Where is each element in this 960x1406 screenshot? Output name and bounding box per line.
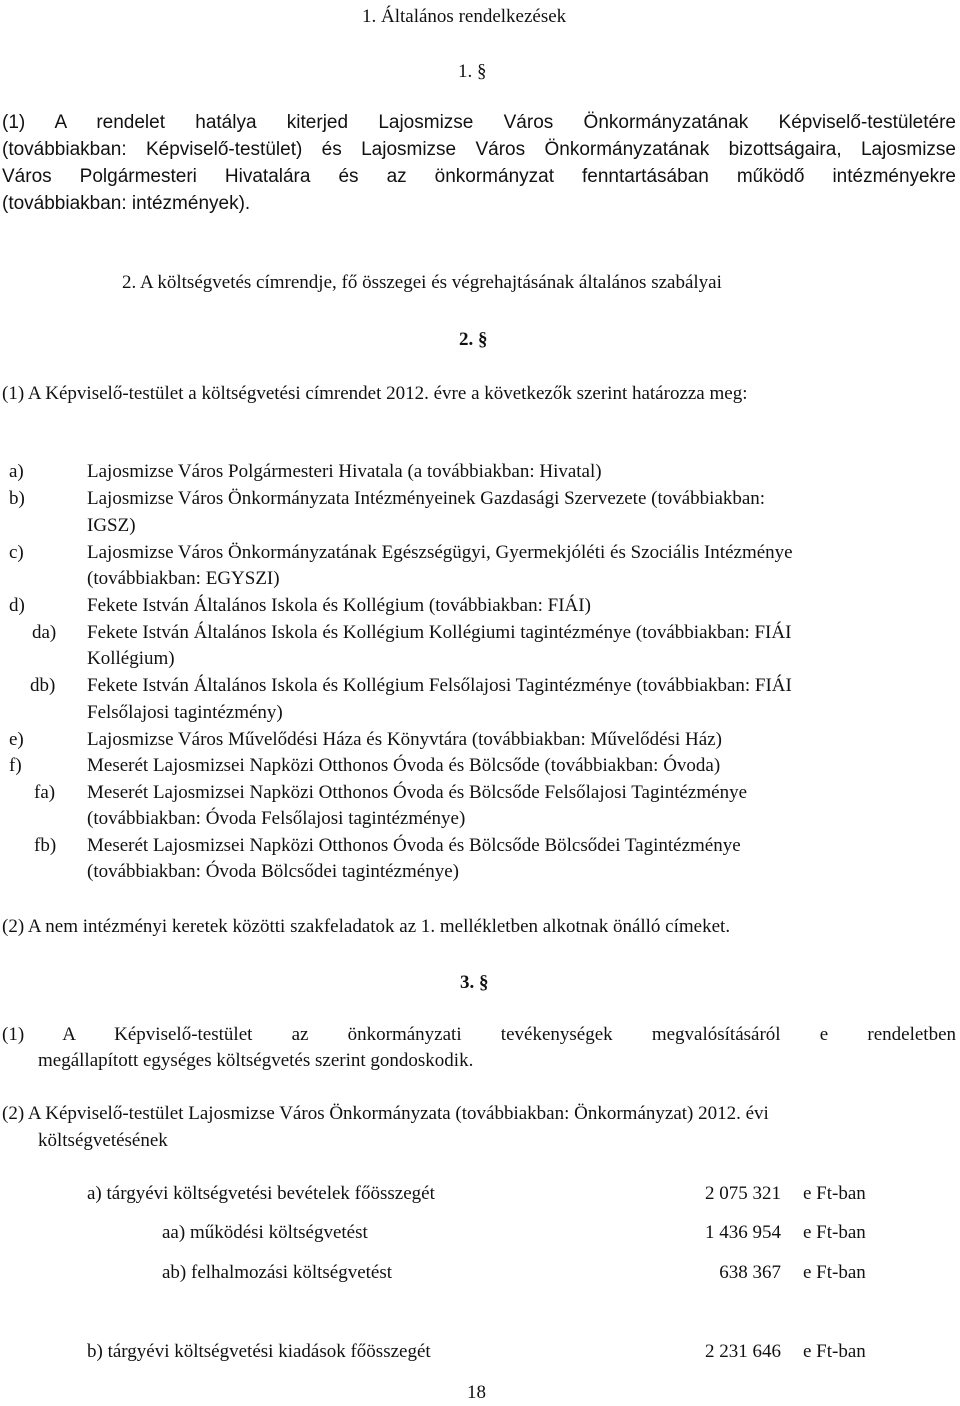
list-item-label: fa) xyxy=(34,782,56,803)
text-line: (1) A rendelet hatálya kiterjed Lajosmizse Város Önkormányzatának Képviselő-testületére xyxy=(2,112,956,133)
list-item-text: Fekete István Általános Iskola és Kollégium Felsőlajosi Tagintézménye (továbbiakban: FIÁI xyxy=(87,675,792,696)
budget-row-label: a) tárgyévi költségvetési bevételek főösszegét xyxy=(87,1183,435,1204)
budget-row-amount: 2 231 646 xyxy=(705,1341,781,1362)
text-line: (továbbiakban: intézmények). xyxy=(2,193,251,214)
list-item-text: Meserét Lajosmizsei Napközi Otthonos Óvoda és Bölcsőde Felsőlajosi Tagintézménye xyxy=(87,782,748,803)
list-item-label: e) xyxy=(9,729,24,750)
list-item-text: (továbbiakban: EGYSZI) xyxy=(87,568,280,589)
list-item-text: Lajosmizse Város Önkormányzatának Egészségügyi, Gyermekjóléti és Szociális Intézménye xyxy=(87,542,793,563)
list-item-text: IGSZ) xyxy=(87,515,136,536)
list-item-text: Lajosmizse Város Önkormányzata Intézményeinek Gazdasági Szervezete (továbbiakban: xyxy=(87,488,766,509)
section-2-paragraph-1: (1) A Képviselő-testület a költségvetési címrendet 2012. évre a következők szerint határozza meg: xyxy=(2,383,748,404)
section-1-heading: 1. § xyxy=(458,61,487,82)
list-item-label: a) xyxy=(9,461,24,482)
text-line: (2) A Képviselő-testület Lajosmizse Város Önkormányzata (továbbiakban: Önkormányzat) 2012. évi xyxy=(2,1103,769,1124)
page-number: 18 xyxy=(467,1382,486,1403)
text-line: (továbbiakban: Képviselő-testület) és Lajosmizse Város Önkormányzatának bizottságaira, Lajosmizse xyxy=(2,139,956,160)
chapter-2-title: 2. A költségvetés címrendje, fő összegei és végrehajtásának általános szabályai xyxy=(122,272,722,293)
budget-row-unit: e Ft-ban xyxy=(803,1183,866,1204)
list-item-label: b) xyxy=(9,488,25,509)
list-item-label: c) xyxy=(9,542,24,563)
list-item-text: Kollégium) xyxy=(87,648,175,669)
list-item-text: Lajosmizse Város Művelődési Háza és Könyvtára (továbbiakban: Művelődési Ház) xyxy=(87,729,722,750)
budget-row-amount: 2 075 321 xyxy=(705,1183,781,1204)
chapter-1-title: 1. Általános rendelkezések xyxy=(362,6,567,27)
budget-row-unit: e Ft-ban xyxy=(803,1222,866,1243)
list-item-label: fb) xyxy=(34,835,57,856)
list-item-text: Lajosmizse Város Polgármesteri Hivatala (a továbbiakban: Hivatal) xyxy=(87,461,602,482)
list-item-label: da) xyxy=(32,622,57,643)
list-item-label: db) xyxy=(30,675,56,696)
list-item-text: Felsőlajosi tagintézmény) xyxy=(87,702,283,723)
budget-row-unit: e Ft-ban xyxy=(803,1341,866,1362)
list-item-text: (továbbiakban: Óvoda Bölcsődei tagintézménye) xyxy=(87,861,459,882)
section-2-paragraph-2: (2) A nem intézményi keretek közötti szakfeladatok az 1. mellékletben alkotnak önálló címeket. xyxy=(2,916,731,937)
budget-row-amount: 638 367 xyxy=(719,1262,781,1283)
budget-row-amount: 1 436 954 xyxy=(705,1222,781,1243)
budget-row-label: b) tárgyévi költségvetési kiadások főösszegét xyxy=(87,1341,431,1362)
list-item-text: Meserét Lajosmizsei Napközi Otthonos Óvoda és Bölcsőde Bölcsődei Tagintézménye xyxy=(87,835,741,856)
section-2-heading: 2. § xyxy=(459,329,488,350)
text-line: költségvetésének xyxy=(38,1130,168,1151)
text-line: (1) A Képviselő-testület az önkormányzati tevékenységek megvalósításáról e rendeletben xyxy=(2,1024,956,1045)
budget-row-label: aa) működési költségvetést xyxy=(162,1222,368,1243)
list-item-text: Fekete István Általános Iskola és Kollégium Kollégiumi tagintézménye (továbbiakban: FIÁI xyxy=(87,622,792,643)
list-item-label: d) xyxy=(9,595,25,616)
text-line: megállapított egységes költségvetés szerint gondoskodik. xyxy=(38,1050,474,1071)
list-item-text: Meserét Lajosmizsei Napközi Otthonos Óvoda és Bölcsőde (továbbiakban: Óvoda) xyxy=(87,755,721,776)
section-3-heading: 3. § xyxy=(460,972,489,993)
list-item-text: Fekete István Általános Iskola és Kollégium (továbbiakban: FIÁI) xyxy=(87,595,591,616)
budget-row-unit: e Ft-ban xyxy=(803,1262,866,1283)
list-item-text: (továbbiakban: Óvoda Felsőlajosi tagintézménye) xyxy=(87,808,466,829)
budget-row-label: ab) felhalmozási költségvetést xyxy=(162,1262,393,1283)
list-item-label: f) xyxy=(9,755,22,776)
text-line: Város Polgármesteri Hivatalára és az önkormányzat fenntartásában működő intézményekre xyxy=(2,166,956,187)
